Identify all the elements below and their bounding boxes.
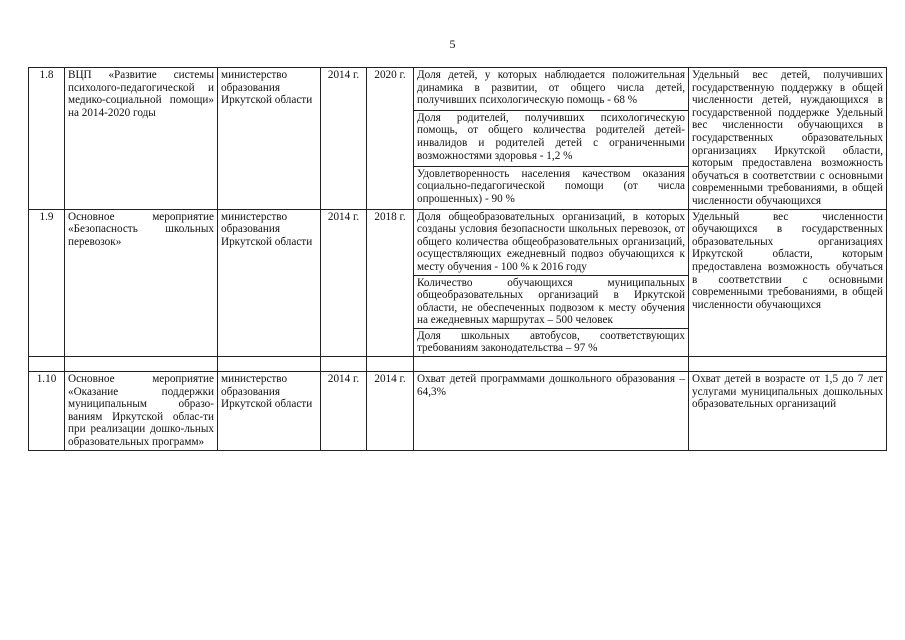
- table-spacer-row: [29, 357, 887, 372]
- executor: министерство образования Иркутской области: [218, 68, 321, 210]
- executor: министерство образования Иркутской области: [218, 209, 321, 357]
- table-row: [29, 209, 887, 275]
- expected-result: Доля детей, у которых наблюдается положительная динамика в развитии, от общего числа детей, получивших психологическую помощь - 68 %: [414, 68, 689, 111]
- row-number: 1.10: [29, 372, 65, 451]
- page-number: 5: [449, 37, 456, 51]
- expected-result: Количество обучающихся муниципальных общеобразовательных организаций в Иркутской области, не обеспеченных подвозом к месту обучения на ежедневных маршрутах – 500 человек: [414, 275, 689, 328]
- expected-result: Охват детей программами дошкольного образования – 64,3%: [414, 372, 689, 451]
- start-year: 2014 г.: [321, 68, 367, 210]
- expected-result: Доля родителей, получивших психологическую помощь, от общего количества родителей детей-инвалидов и родителей детей с ограниченными возможностями здоровья - 1,2 %: [414, 110, 689, 166]
- table-row: [29, 372, 887, 451]
- program-table: [28, 67, 887, 451]
- target-indicator: Удельный вес детей, получивших государственную поддержку в общей численности детей, нуждающихся в государственной поддержке Удельный вес численности обучающихся в государственных образовательных организациях Иркутской области, которым предоставлена возможность обучаться в соответствии с основными современными требованиями, в общей численности обучающихся: [689, 68, 887, 210]
- row-number: 1.9: [29, 209, 65, 357]
- expected-result: Доля школьных автобусов, соответствующих требованиям законодательства – 97 %: [414, 328, 689, 356]
- end-year: 2020 г.: [367, 68, 414, 210]
- target-indicator: Удельный вес численности обучающихся в государственных образовательных организациях Иркутской области, которым предоставлена возможность обучаться в соответствии с основными современными требованиями, в общей численности обучающихся: [689, 209, 887, 357]
- expected-result: Удовлетворенность населения качеством оказания социально-педагогической помощи (от числа опрошенных) - 90 %: [414, 166, 689, 209]
- target-indicator: Охват детей в возрасте от 1,5 до 7 лет услугами муниципальных дошкольных образовательных организаций: [689, 372, 887, 451]
- activity-name: Основное мероприятие «Безопасность школьных перевозок»: [65, 209, 218, 357]
- table-row: [29, 68, 887, 111]
- start-year: 2014 г.: [321, 372, 367, 451]
- start-year: 2014 г.: [321, 209, 367, 357]
- expected-result: Доля общеобразовательных организаций, в которых созданы условия безопасности школьных перевозок, от общего количества общеобразовательных организаций, осуществляющих ежедневный подвоз обучающихся к месту обучения - 100 % к 2016 году: [414, 209, 689, 275]
- row-number: 1.8: [29, 68, 65, 210]
- end-year: 2014 г.: [367, 372, 414, 451]
- end-year: 2018 г.: [367, 209, 414, 357]
- activity-name: ВЦП «Развитие системы психолого-педагогической и медико-социальной помощи» на 2014-2020 годы: [65, 68, 218, 210]
- activity-name: Основное мероприятие «Оказание поддержки муниципальным образо-ваниям Иркутской облас-ти при реализации дошко-льных образовательных программ»: [65, 372, 218, 451]
- executor: министерство образования Иркутской области: [218, 372, 321, 451]
